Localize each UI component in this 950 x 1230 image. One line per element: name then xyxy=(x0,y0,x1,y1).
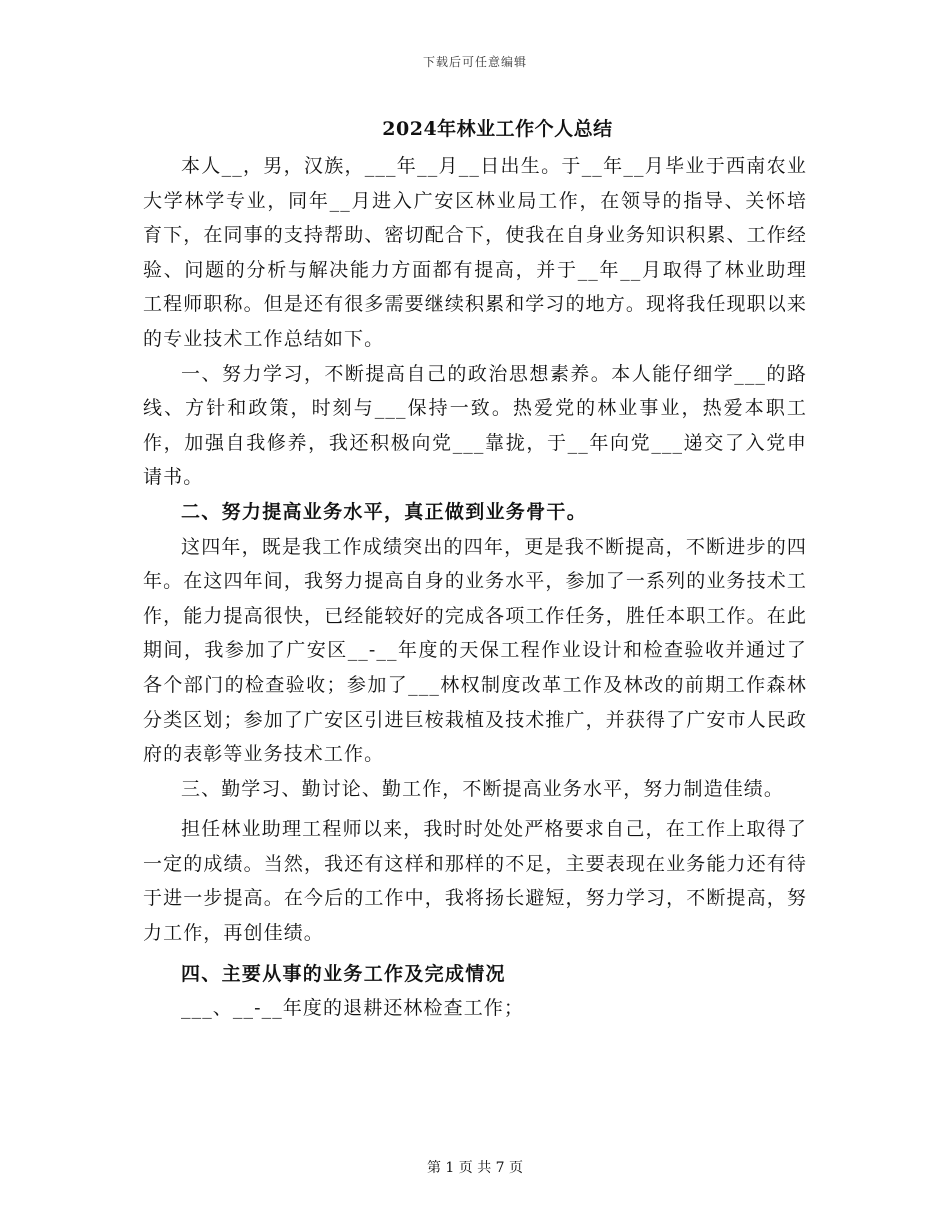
page-footer: 第 1 页 共 7 页 xyxy=(426,1160,524,1176)
paragraph-intro: 本人__，男，汉族，___年__月__日出生。于__年__月毕业于西南农业大学林学专业，同年__月进入广安区林业局工作，在领导的指导、关怀培育下，在同事的支持帮助、密切配合下，使我在自身业务知识积累、工作经验、问题的分析与解决能力方面都有提高，并于__年__月取得了林业助理工程师职称。但是还有很多需要继续积累和学习的地方。现将我任现职以来的专业技术工作总结如下。 xyxy=(143,155,807,350)
document-body xyxy=(143,149,807,1026)
paragraph-since-appointment: 担任林业助理工程师以来，我时时处处严格要求自己，在工作上取得了一定的成绩。当然，我还有这样和那样的不足，主要表现在业务能力还有待于进一步提高。在今后的工作中，我将扬长避短，努力学习，不断提高，努力工作，再创佳绩。 xyxy=(143,818,807,945)
section-heading-4: 四、主要从事的业务工作及完成情况 xyxy=(181,962,506,985)
document-title: 2024年林业工作个人总结 xyxy=(382,118,613,140)
paragraph-task-item: ___、__-__年度的退耕还林检查工作； xyxy=(181,997,525,1020)
header-note: 下载后可任意编辑 xyxy=(422,55,527,69)
section-heading-2: 二、努力提高业务水平，真正做到业务骨干。 xyxy=(181,500,588,523)
paragraph-section-1: 一、努力学习，不断提高自己的政治思想素养。本人能仔细学___的路线、方针和政策，时刻与___保持一致。热爱党的林业事业，热爱本职工作，加强自我修养，我还积极向党___靠拢，于__年向党___递交了入党申请书。 xyxy=(143,362,807,489)
paragraph-four-years: 这四年，既是我工作成绩突出的四年，更是我不断提高，不断进步的四年。在这四年间，我努力提高自身的业务水平，参加了一系列的业务技术工作，能力提高很快，已经能较好的完成各项工作任务，胜任本职工作。在此期间，我参加了广安区__-__年度的天保工程作业设计和检查验收并通过了各个部门的检查验收；参加了___林权制度改革工作及林改的前期工作森林分类区划；参加了广安区引进巨桉栽植及技术推广，并获得了广安市人民政府的表彰等业务技术工作。 xyxy=(143,535,807,766)
paragraph-section-3: 三、勤学习、勤讨论、勤工作，不断提高业务水平，努力制造佳绩。 xyxy=(181,777,785,800)
